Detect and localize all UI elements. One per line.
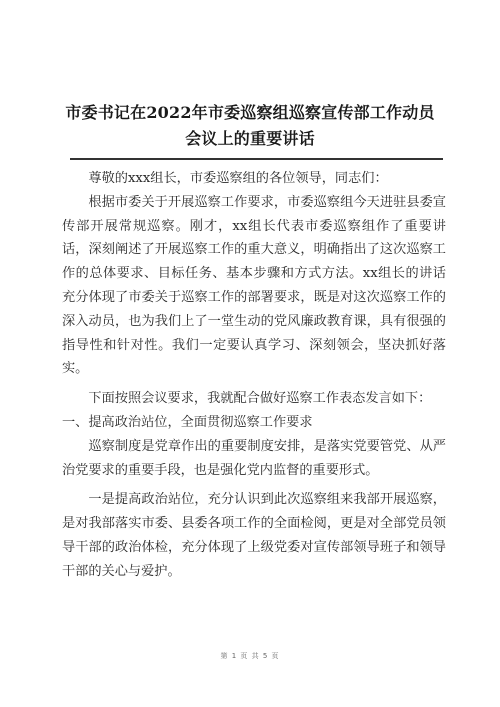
body-paragraph: 根据市委关于开展巡察工作要求，市委巡察组今天进驻县委宣传部开展常规巡察。刚才，xx组长代表市委巡察组作了重要讲话，深刻阐述了开展巡察工作的重大意义，明确指出了这次巡察工作的总体要求、目标任务、基本步骤和方式方法。xx组长的讲话充分体现了市委关于巡察工作的部署要求，既是对这次巡察工作的深入动员，也为我们上了一堂生动的党风廉政教育课，具有很强的指导性和针对性。我们一定要认真学习、深刻领会，坚决抓好落实。 — [62, 194, 446, 377]
title-divider — [70, 158, 443, 160]
page-footer: 第 1 页 共 5 页 — [220, 652, 280, 660]
document-body — [62, 167, 446, 584]
body-paragraph: 巡察制度是党章作出的重要制度安排，是落实党要管党、从严治党要求的重要手段，也是强化党内监督的重要形式。 — [62, 438, 446, 478]
salutation-paragraph: 尊敬的xxx组长，市委巡察组的各位领导，同志们： — [88, 171, 388, 186]
section-heading: 一、提高政治站位，全面贯彻巡察工作要求 — [62, 414, 313, 430]
body-paragraph: 一是提高政治站位，充分认识到此次巡察组来我部开展巡察，是对我部落实市委、县委各项工作的全面检阅，更是对全部党员领导干部的政治体检，充分体现了上级党委对宣传部领导班子和领导干部的关心与爱护。 — [62, 492, 446, 579]
body-paragraph: 下面按照会议要求，我就配合做好巡察工作表态发言如下： — [88, 391, 432, 407]
document-title: 市委书记在2022年市委巡察组巡察宣传部工作动员会议上的重要讲话 — [65, 103, 435, 148]
